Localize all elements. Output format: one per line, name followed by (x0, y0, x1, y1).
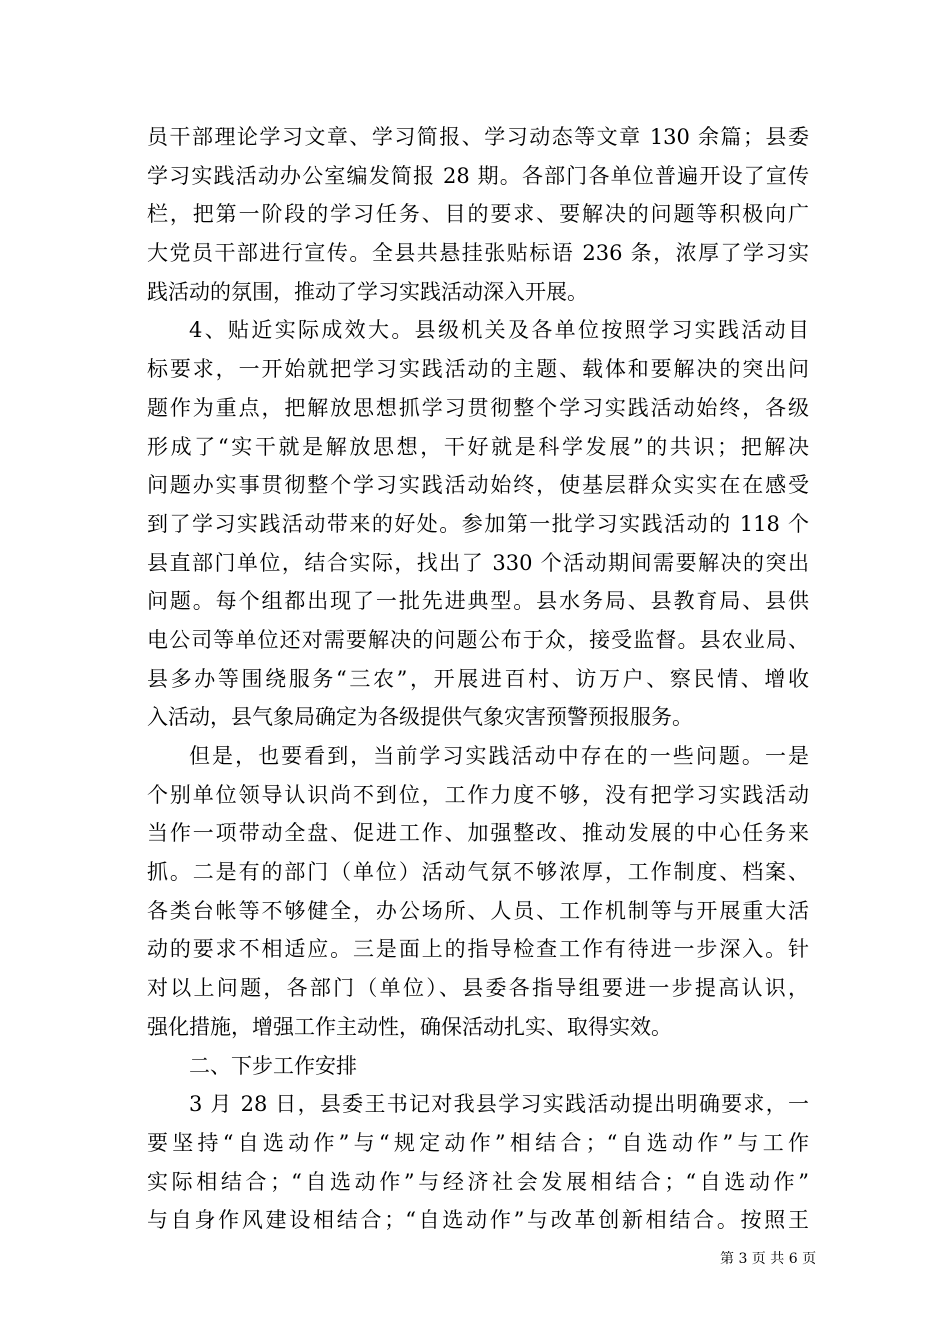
text-line: 抓。二是有的部门（单位）活动气氛不够浓厚，工作制度、档案、 (147, 860, 809, 885)
text-line: 问题办实事贯彻整个学习实践活动始终，使基层群众实实在在感受 (147, 473, 809, 498)
text-line: 问题。每个组都出现了一批先进典型。县水务局、县教育局、县供 (147, 589, 809, 614)
text-line: 要坚持“自选动作”与“规定动作”相结合；“自选动作”与工作 (147, 1130, 809, 1155)
paragraph (147, 1085, 809, 1240)
text-line: 实际相结合；“自选动作”与经济社会发展相结合；“自选动作” (147, 1169, 809, 1194)
text-line: 二、下步工作安排 (189, 1053, 357, 1078)
text-line: 践活动的氛围，推动了学习实践活动深入开展。 (147, 279, 588, 304)
text-line: 县多办等围绕服务“三农”，开展进百村、访万户、察民情、增收 (147, 666, 809, 691)
paragraph (147, 1047, 809, 1086)
text-line: 入活动，县气象局确定为各级提供气象灾害预警预报服务。 (147, 705, 693, 730)
text-line: 3 月 28 日，县委王书记对我县学习实践活动提出明确要求，一 (189, 1092, 809, 1117)
text-line: 员干部理论学习文章、学习简报、学习动态等文章 130 余篇；县委 (147, 125, 809, 149)
text-line: 形成了“实干就是解放思想，干好就是科学发展”的共识；把解决 (147, 434, 809, 459)
text-line: 但是，也要看到，当前学习实践活动中存在的一些问题。一是 (189, 744, 809, 768)
text-line: 个别单位领导认识尚不到位，工作力度不够，没有把学习实践活动 (147, 782, 809, 807)
text-line: 当作一项带动全盘、促进工作、加强整改、推动发展的中心任务来 (147, 821, 809, 846)
text-line: 4、贴近实际成效大。县级机关及各单位按照学习实践活动目 (189, 318, 809, 343)
text-line: 大党员干部进行宣传。全县共悬挂张贴标语 236 条，浓厚了学习实 (147, 241, 809, 266)
text-line: 与自身作风建设相结合；“自选动作”与改革创新相结合。按照王 (147, 1208, 809, 1233)
text-line: 对以上问题，各部门（单位）、县委各指导组要进一步提高认识， (147, 976, 809, 1001)
text-line: 动的要求不相适应。三是面上的指导检查工作有待进一步深入。针 (147, 937, 809, 962)
text-line: 题作为重点，把解放思想抓学习贯彻整个学习实践活动始终，各级 (147, 395, 809, 420)
paragraph (147, 311, 809, 737)
text-line: 学习实践活动办公室编发简报 28 期。各部门各单位普遍开设了宣传 (147, 163, 809, 188)
paragraph (147, 118, 809, 311)
text-line: 标要求，一开始就把学习实践活动的主题、载体和要解决的突出问 (147, 357, 809, 382)
text-line: 县直部门单位，结合实际，找出了 330 个活动期间需要解决的突出 (147, 550, 809, 575)
page-number-footer: 第 3 页 共 6 页 (720, 1251, 817, 1267)
text-line: 电公司等单位还对需要解决的问题公布于众，接受监督。县农业局、 (147, 627, 809, 652)
text-line: 各类台帐等不够健全，办公场所、人员、工作机制等与开展重大活 (147, 898, 809, 923)
text-line: 到了学习实践活动带来的好处。参加第一批学习实践活动的 118 个 (147, 511, 809, 536)
text-line: 强化措施，增强工作主动性，确保活动扎实、取得实效。 (147, 1014, 672, 1039)
document-body (147, 118, 809, 1240)
text-line: 栏，把第一阶段的学习任务、目的要求、要解决的问题等积极向广 (147, 202, 809, 227)
paragraph (147, 737, 809, 1047)
